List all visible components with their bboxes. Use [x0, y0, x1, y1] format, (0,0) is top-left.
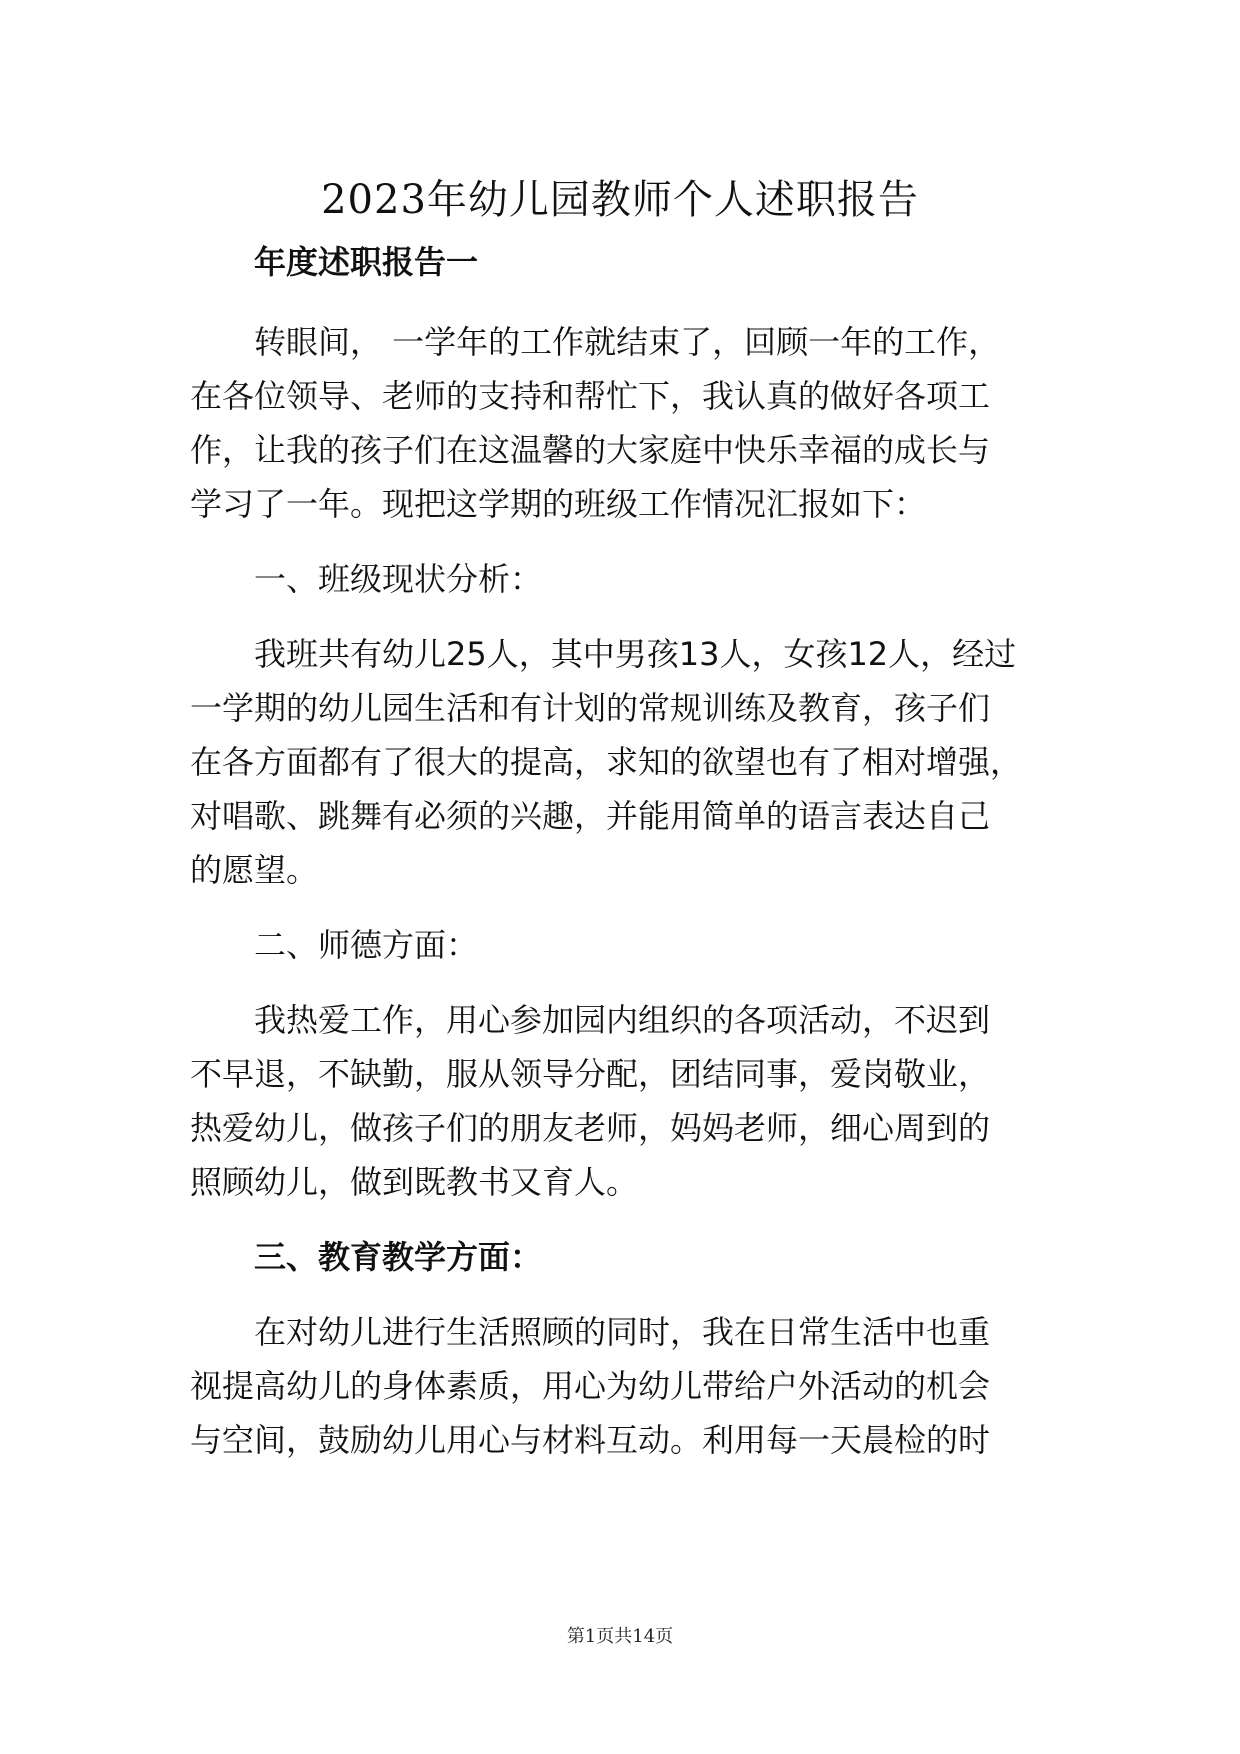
paragraph-line: 对唱歌、跳舞有必须的兴趣，并能用简单的语言表达自己 — [190, 797, 991, 835]
paragraph-line: 一学期的幼儿园生活和有计划的常规训练及教育，孩子们 — [190, 689, 991, 727]
section-heading-ethics: 二、师德方面： — [254, 926, 479, 964]
intro-paragraph — [190, 315, 1090, 531]
paragraph-line: 学习了一年。现把这学期的班级工作情况汇报如下： — [190, 485, 927, 523]
section-heading-teaching: 三、教育教学方面： — [254, 1238, 543, 1276]
paragraph-line: 视提高幼儿的身体素质，用心为幼儿带给户外活动的机会 — [190, 1367, 991, 1405]
class-status-paragraph — [190, 627, 1090, 897]
paragraph-line: 在各位领导、老师的支持和帮忙下，我认真的做好各项工 — [190, 377, 991, 415]
paragraph-line: 在对幼儿进行生活照顾的同时，我在日常生活中也重 — [254, 1313, 991, 1351]
paragraph-line: 热爱幼儿，做孩子们的朋友老师，妈妈老师，细心周到的 — [190, 1109, 991, 1147]
document-body — [190, 240, 1090, 1488]
paragraph-line: 转眼间， 一学年的工作就结束了，回顾一年的工作， — [254, 323, 1001, 361]
paragraph-line: 作，让我的孩子们在这温馨的大家庭中快乐幸福的成长与 — [190, 431, 991, 469]
document-title: 2023年幼儿园教师个人述职报告 — [321, 177, 919, 223]
paragraph-line: 的愿望。 — [190, 851, 319, 889]
paragraph-line: 在各方面都有了很大的提高，求知的欲望也有了相对增强， — [190, 743, 1023, 781]
paragraph-line: 不早退，不缺勤，服从领导分配，团结同事，爱岗敬业， — [190, 1055, 991, 1093]
ethics-paragraph — [190, 993, 1090, 1209]
paragraph-line: 我热爱工作，用心参加园内组织的各项活动，不迟到 — [254, 1001, 991, 1039]
paragraph-line: 照顾幼儿，做到既教书又育人。 — [190, 1163, 639, 1201]
page-footer: 第1页共14页 — [566, 1626, 674, 1647]
report-subtitle: 年度述职报告一 — [254, 243, 479, 281]
teaching-paragraph — [190, 1305, 1090, 1467]
paragraph-line: 与空间，鼓励幼儿用心与材料互动。利用每一天晨检的时 — [190, 1421, 991, 1459]
section-heading-class-status: 一、班级现状分析： — [254, 560, 543, 598]
paragraph-line: 我班共有幼儿25人，其中男孩13人，女孩12人，经过 — [254, 635, 1017, 673]
